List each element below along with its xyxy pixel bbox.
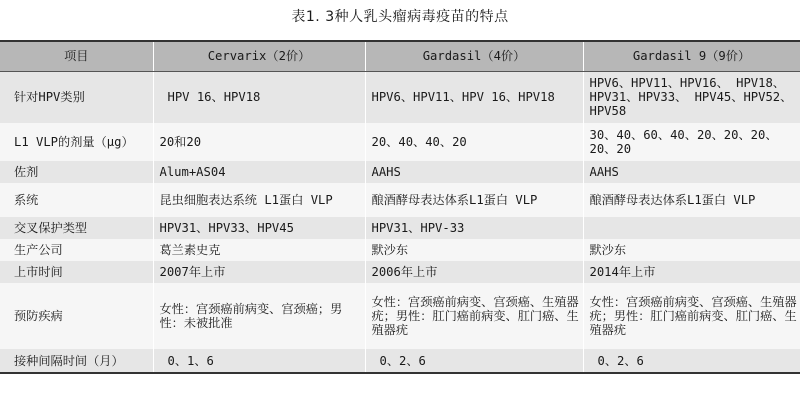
table-cell: 默沙东: [365, 239, 583, 261]
table-cell: AAHS: [365, 161, 583, 183]
table-cell: HPV 16、HPV18: [153, 71, 365, 123]
table-cell: 20和20: [153, 123, 365, 161]
table-row: [0, 217, 800, 239]
table-cell: 女性：宫颈癌前病变、宫颈癌、生殖器疣；男性：肛门癌前病变、肛门癌、生殖器疣: [583, 283, 800, 349]
table-row: [0, 161, 800, 183]
table-title: 表1. 3种人乳头瘤病毒疫苗的特点: [291, 9, 509, 25]
table-row: [0, 239, 800, 261]
column-header: Gardasil 9（9价）: [583, 41, 800, 71]
table-cell: 0、2、6: [365, 349, 583, 373]
table-cell: 0、2、6: [583, 349, 800, 373]
table-cell: AAHS: [583, 161, 800, 183]
table-cell: 酿酒酵母表达体系L1蛋白 VLP: [583, 183, 800, 217]
row-label: 上市时间: [0, 261, 153, 283]
table-row: [0, 283, 800, 349]
row-label: 佐剂: [0, 161, 153, 183]
row-label: 系统: [0, 183, 153, 217]
table-cell: 2007年上市: [153, 261, 365, 283]
row-label: L1 VLP的剂量（μg）: [0, 123, 153, 161]
row-label: 预防疾病: [0, 283, 153, 349]
table-cell: HPV6、HPV11、HPV 16、HPV18: [365, 71, 583, 123]
table-cell: 2006年上市: [365, 261, 583, 283]
row-label: 交叉保护类型: [0, 217, 153, 239]
column-header: Gardasil（4价）: [365, 41, 583, 71]
table-cell: 20、40、40、20: [365, 123, 583, 161]
table-cell: 女性：宫颈癌前病变、宫颈癌；男性：未被批准: [153, 283, 365, 349]
table-cell: HPV6、HPV11、HPV16、 HPV18、HPV31、HPV33、 HPV45、HPV52、HPV58: [583, 71, 800, 123]
table-row: [0, 123, 800, 161]
table-cell: 葛兰素史克: [153, 239, 365, 261]
table-cell: 0、1、6: [153, 349, 365, 373]
vaccine-comparison-table: [0, 40, 800, 374]
table-row: [0, 183, 800, 217]
column-header: Cervarix（2价）: [153, 41, 365, 71]
table-cell: HPV31、HPV-33: [365, 217, 583, 239]
table-cell: Alum+AS04: [153, 161, 365, 183]
table-row: [0, 349, 800, 373]
column-header: 项目: [0, 41, 153, 71]
table-cell: 昆虫细胞表达系统 L1蛋白 VLP: [153, 183, 365, 217]
row-label: 接种间隔时间（月）: [0, 349, 153, 373]
table-cell: 30、40、60、40、20、20、20、20、20: [583, 123, 800, 161]
table-row: [0, 261, 800, 283]
table-cell: 2014年上市: [583, 261, 800, 283]
table-cell: 默沙东: [583, 239, 800, 261]
table-cell: [583, 217, 800, 239]
table-cell: HPV31、HPV33、HPV45: [153, 217, 365, 239]
table-row: [0, 71, 800, 123]
table-cell: 女性：宫颈癌前病变、宫颈癌、生殖器疣；男性：肛门癌前病变、肛门癌、生殖器疣: [365, 283, 583, 349]
row-label: 针对HPV类别: [0, 71, 153, 123]
header-row: [0, 41, 800, 71]
table-cell: 酿酒酵母表达体系L1蛋白 VLP: [365, 183, 583, 217]
row-label: 生产公司: [0, 239, 153, 261]
